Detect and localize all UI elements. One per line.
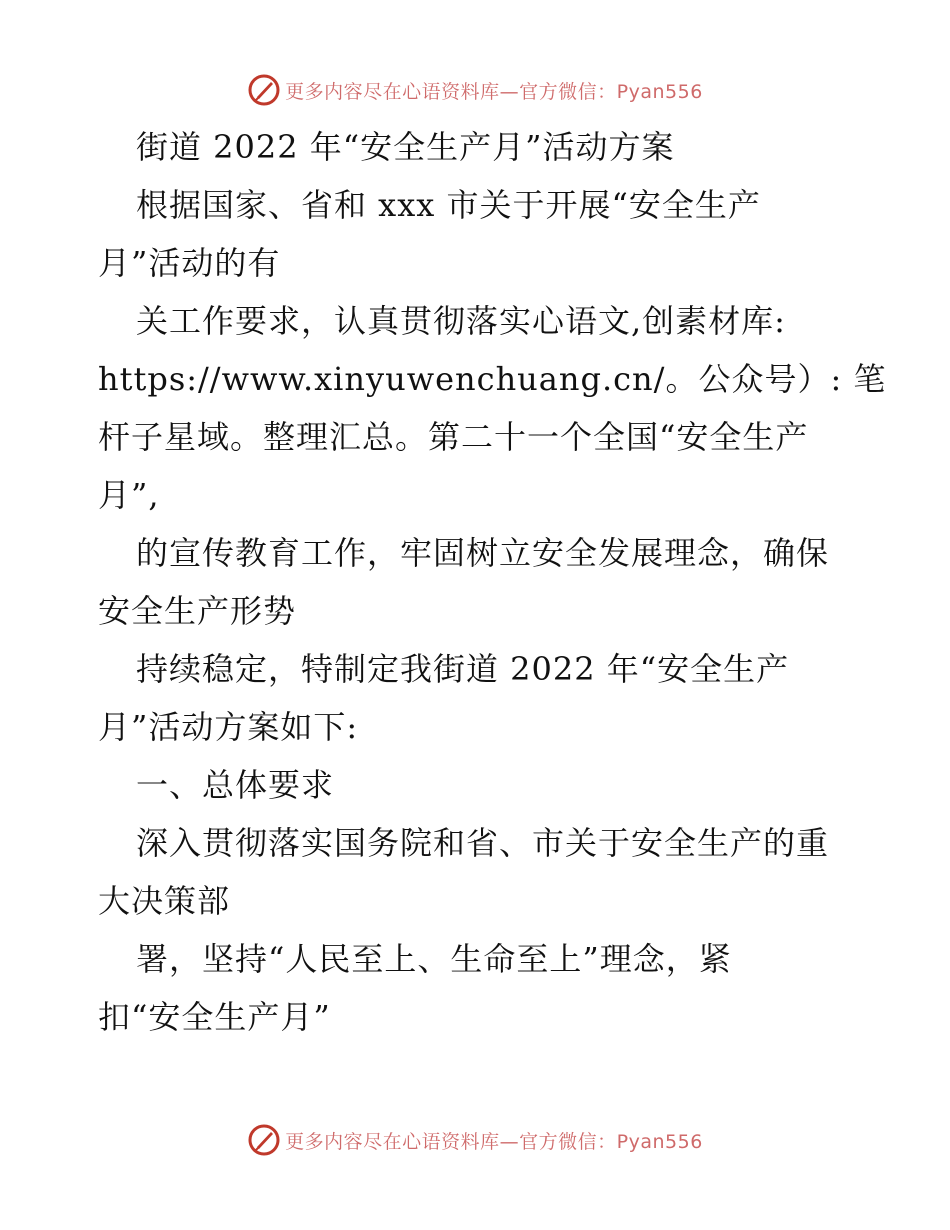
footer-watermark bbox=[0, 1120, 950, 1160]
paragraph-line: 杆子星域。整理汇总。第二十一个全国“安全生产 bbox=[98, 418, 809, 456]
paragraph-line: https://www.xinyuwenchuang.cn/。公众号）: 笔 bbox=[98, 360, 887, 398]
paragraph-line: 的宣传教育工作，牢固树立安全发展理念，确保 bbox=[136, 534, 830, 572]
footer-watermark-text: 更多内容尽在心语资料库—官方微信：Pyan556 bbox=[285, 1130, 703, 1153]
paragraph-line: 月”活动的有 bbox=[98, 244, 281, 282]
paragraph-line: 根据国家、省和 xxx 市关于开展“安全生产 bbox=[136, 186, 761, 224]
paragraph-line: 深入贯彻落实国务院和省、市关于安全生产的重 bbox=[136, 824, 830, 862]
paragraph-line: 署，坚持“人民至上、生命至上”理念，紧 bbox=[136, 940, 732, 978]
paragraph-line: 关工作要求，认真贯彻落实心语文,创素材库: bbox=[136, 302, 786, 340]
paragraph-line: 月”活动方案如下: bbox=[98, 708, 359, 746]
paragraph-line: 月”, bbox=[98, 476, 160, 514]
paragraph-line: 持续稳定，特制定我街道 2022 年“安全生产 bbox=[136, 650, 790, 688]
paragraph-line: 扣“安全生产月” bbox=[98, 998, 331, 1036]
document-body bbox=[98, 118, 887, 1046]
quill-seal-icon bbox=[247, 73, 281, 107]
document-title: 街道 2022 年“安全生产月”活动方案 bbox=[136, 128, 675, 166]
paragraph-line: 大决策部 bbox=[98, 882, 231, 920]
header-watermark bbox=[0, 70, 950, 110]
paragraph-line: 安全生产形势 bbox=[98, 592, 297, 630]
quill-seal-icon bbox=[247, 1123, 281, 1157]
header-watermark-text: 更多内容尽在心语资料库—官方微信：Pyan556 bbox=[285, 80, 703, 103]
section-heading: 一、总体要求 bbox=[136, 766, 335, 804]
